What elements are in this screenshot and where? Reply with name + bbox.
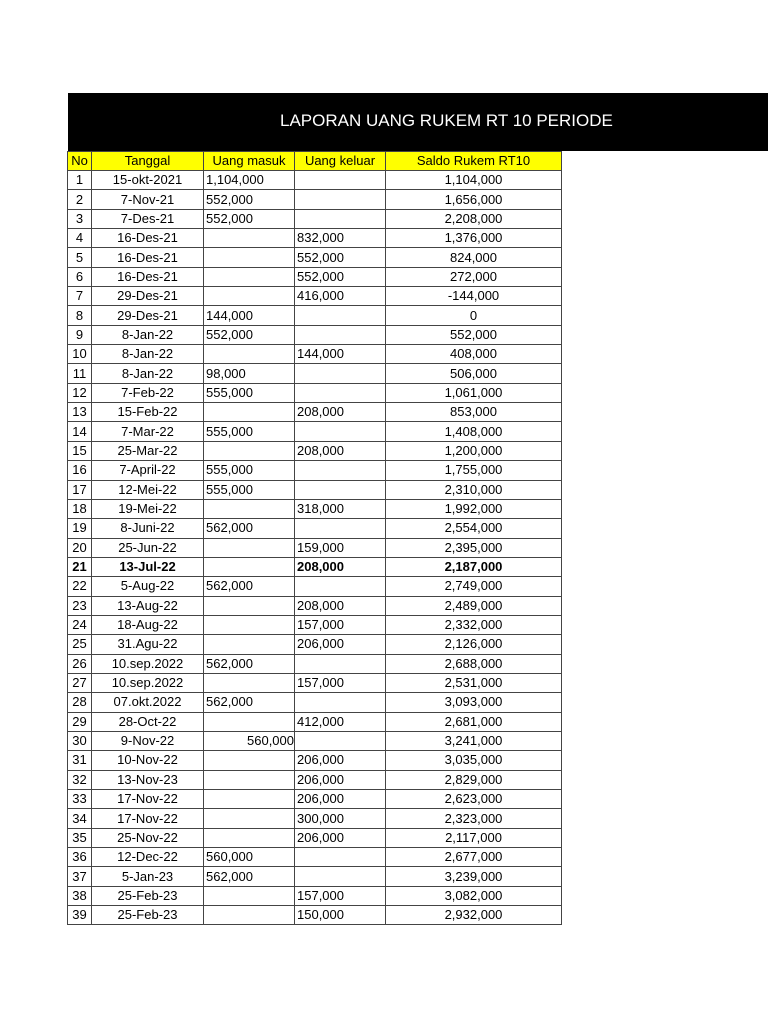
table-row: [68, 441, 562, 460]
cell-balance[interactable]: 0: [386, 306, 562, 325]
table-row: [68, 325, 562, 344]
cell-date[interactable]: 25-Feb-23: [92, 906, 204, 925]
table-row: [68, 306, 562, 325]
cell-date[interactable]: 5-Jan-23: [92, 867, 204, 886]
cell-no[interactable]: 32: [68, 770, 92, 789]
cell-money-out[interactable]: [295, 731, 386, 750]
cell-money-out[interactable]: 206,000: [295, 790, 386, 809]
cell-money-out[interactable]: 208,000: [295, 441, 386, 460]
cell-no[interactable]: 21: [68, 557, 92, 576]
cell-money-out[interactable]: [295, 306, 386, 325]
cell-date[interactable]: 7-Feb-22: [92, 383, 204, 402]
cell-balance[interactable]: 2,323,000: [386, 809, 562, 828]
cell-balance[interactable]: 1,992,000: [386, 499, 562, 518]
cell-date[interactable]: 8-Jan-22: [92, 345, 204, 364]
cell-no[interactable]: 24: [68, 615, 92, 634]
cell-balance[interactable]: 1,376,000: [386, 229, 562, 248]
cell-money-in[interactable]: 1,104,000: [204, 171, 295, 190]
cell-date[interactable]: 16-Des-21: [92, 267, 204, 286]
cell-money-out[interactable]: 157,000: [295, 673, 386, 692]
table-row: [68, 635, 562, 654]
cell-no[interactable]: 1: [68, 171, 92, 190]
table-row: [68, 712, 562, 731]
cell-no[interactable]: 34: [68, 809, 92, 828]
cell-money-out[interactable]: [295, 654, 386, 673]
header-no: No: [68, 152, 92, 171]
cell-money-in[interactable]: [204, 596, 295, 615]
cell-balance[interactable]: 2,829,000: [386, 770, 562, 789]
header-date: Tanggal: [92, 152, 204, 171]
header-money-in: Uang masuk: [204, 152, 295, 171]
cell-balance[interactable]: 3,241,000: [386, 731, 562, 750]
cell-date[interactable]: 15-Feb-22: [92, 403, 204, 422]
cell-balance[interactable]: 2,187,000: [386, 557, 562, 576]
cell-money-in[interactable]: 560,000: [204, 731, 295, 750]
cell-balance[interactable]: 2,395,000: [386, 538, 562, 557]
cell-money-in[interactable]: [204, 712, 295, 731]
cell-balance[interactable]: 408,000: [386, 345, 562, 364]
cell-no[interactable]: 30: [68, 731, 92, 750]
cell-no[interactable]: 11: [68, 364, 92, 383]
cell-date[interactable]: 17-Nov-22: [92, 790, 204, 809]
cell-balance[interactable]: 2,677,000: [386, 848, 562, 867]
cell-money-out[interactable]: 159,000: [295, 538, 386, 557]
cell-money-in[interactable]: 555,000: [204, 383, 295, 402]
cell-money-out[interactable]: [295, 577, 386, 596]
table-row: [68, 770, 562, 789]
cell-money-out[interactable]: 412,000: [295, 712, 386, 731]
table-row: [68, 364, 562, 383]
cell-balance[interactable]: 1,200,000: [386, 441, 562, 460]
table-row: [68, 287, 562, 306]
cell-no[interactable]: 4: [68, 229, 92, 248]
cell-no[interactable]: 2: [68, 190, 92, 209]
cell-no[interactable]: 31: [68, 751, 92, 770]
cell-money-out[interactable]: [295, 519, 386, 538]
cell-no[interactable]: 25: [68, 635, 92, 654]
table-row: [68, 403, 562, 422]
cell-date[interactable]: 18-Aug-22: [92, 615, 204, 634]
cell-money-in[interactable]: 555,000: [204, 461, 295, 480]
cell-balance[interactable]: 2,688,000: [386, 654, 562, 673]
cell-no[interactable]: 29: [68, 712, 92, 731]
cell-money-in[interactable]: [204, 770, 295, 789]
cell-no[interactable]: 17: [68, 480, 92, 499]
cell-money-in[interactable]: [204, 886, 295, 905]
cell-money-out[interactable]: 552,000: [295, 267, 386, 286]
cell-date[interactable]: 12-Dec-22: [92, 848, 204, 867]
cell-balance[interactable]: 2,531,000: [386, 673, 562, 692]
table-row: [68, 654, 562, 673]
table-row: [68, 809, 562, 828]
cell-money-out[interactable]: [295, 171, 386, 190]
cell-money-out[interactable]: 157,000: [295, 886, 386, 905]
cell-no[interactable]: 23: [68, 596, 92, 615]
cell-no[interactable]: 12: [68, 383, 92, 402]
cell-balance[interactable]: 3,093,000: [386, 693, 562, 712]
cell-balance[interactable]: 1,104,000: [386, 171, 562, 190]
table-row: [68, 615, 562, 634]
cell-money-out[interactable]: [295, 209, 386, 228]
cell-balance[interactable]: 853,000: [386, 403, 562, 422]
cell-date[interactable]: 8-Juni-22: [92, 519, 204, 538]
cell-date[interactable]: 28-Oct-22: [92, 712, 204, 731]
cell-money-in[interactable]: 562,000: [204, 654, 295, 673]
cell-money-in[interactable]: [204, 673, 295, 692]
cell-balance[interactable]: 3,239,000: [386, 867, 562, 886]
cell-date[interactable]: 13-Nov-23: [92, 770, 204, 789]
cell-date[interactable]: 10.sep.2022: [92, 654, 204, 673]
cell-date[interactable]: 25-Feb-23: [92, 886, 204, 905]
table-row: [68, 461, 562, 480]
cell-money-out[interactable]: 144,000: [295, 345, 386, 364]
cell-no[interactable]: 26: [68, 654, 92, 673]
header-money-out: Uang keluar: [295, 152, 386, 171]
table-row: [68, 190, 562, 209]
title-bar: [68, 93, 768, 151]
cell-money-in[interactable]: [204, 499, 295, 518]
table-row: [68, 499, 562, 518]
cell-balance[interactable]: 2,681,000: [386, 712, 562, 731]
table-row: [68, 693, 562, 712]
cell-money-out[interactable]: [295, 364, 386, 383]
cell-no[interactable]: 27: [68, 673, 92, 692]
cell-no[interactable]: 14: [68, 422, 92, 441]
cell-money-in[interactable]: [204, 809, 295, 828]
table-row: [68, 345, 562, 364]
cell-date[interactable]: 5-Aug-22: [92, 577, 204, 596]
cell-date[interactable]: 8-Jan-22: [92, 364, 204, 383]
header-row: [68, 152, 562, 171]
cell-money-in[interactable]: 555,000: [204, 422, 295, 441]
table-row: [68, 248, 562, 267]
cell-money-in[interactable]: 555,000: [204, 480, 295, 499]
cell-no[interactable]: 37: [68, 867, 92, 886]
cell-money-in[interactable]: 562,000: [204, 693, 295, 712]
report-title: LAPORAN UANG RUKEM RT 10 PERIODE: [280, 111, 613, 130]
cell-money-in[interactable]: [204, 906, 295, 925]
table-row: [68, 209, 562, 228]
cell-money-out[interactable]: 208,000: [295, 403, 386, 422]
cell-date[interactable]: 7-Des-21: [92, 209, 204, 228]
cell-balance[interactable]: 3,082,000: [386, 886, 562, 905]
cell-date[interactable]: 17-Nov-22: [92, 809, 204, 828]
cell-money-out[interactable]: [295, 867, 386, 886]
cell-money-out[interactable]: 206,000: [295, 828, 386, 847]
cell-money-out[interactable]: 416,000: [295, 287, 386, 306]
table-row: [68, 267, 562, 286]
cell-no[interactable]: 19: [68, 519, 92, 538]
cell-money-in[interactable]: [204, 248, 295, 267]
header-balance: Saldo Rukem RT10: [386, 152, 562, 171]
cell-money-out[interactable]: [295, 190, 386, 209]
cell-money-out[interactable]: [295, 325, 386, 344]
cell-no[interactable]: 18: [68, 499, 92, 518]
cell-date[interactable]: 25-Nov-22: [92, 828, 204, 847]
cell-money-out[interactable]: [295, 480, 386, 499]
table-row: [68, 731, 562, 750]
cell-balance[interactable]: 3,035,000: [386, 751, 562, 770]
cell-date[interactable]: 9-Nov-22: [92, 731, 204, 750]
cell-no[interactable]: 36: [68, 848, 92, 867]
cell-balance[interactable]: 2,489,000: [386, 596, 562, 615]
cell-balance[interactable]: 2,332,000: [386, 615, 562, 634]
cell-balance[interactable]: 1,061,000: [386, 383, 562, 402]
cell-date[interactable]: 16-Des-21: [92, 248, 204, 267]
cell-date[interactable]: 13-Jul-22: [92, 557, 204, 576]
cell-balance[interactable]: -144,000: [386, 287, 562, 306]
cell-money-in[interactable]: [204, 538, 295, 557]
cell-money-in[interactable]: [204, 287, 295, 306]
cell-no[interactable]: 8: [68, 306, 92, 325]
cell-date[interactable]: 16-Des-21: [92, 229, 204, 248]
cell-money-in[interactable]: [204, 790, 295, 809]
table-row: [68, 828, 562, 847]
cell-date[interactable]: 25-Jun-22: [92, 538, 204, 557]
cell-date[interactable]: 8-Jan-22: [92, 325, 204, 344]
cell-date[interactable]: 7-Nov-21: [92, 190, 204, 209]
cell-date[interactable]: 7-April-22: [92, 461, 204, 480]
cell-balance[interactable]: 1,755,000: [386, 461, 562, 480]
cell-no[interactable]: 20: [68, 538, 92, 557]
table-row: [68, 519, 562, 538]
cell-money-in[interactable]: [204, 441, 295, 460]
cell-date[interactable]: 7-Mar-22: [92, 422, 204, 441]
table-row: [68, 673, 562, 692]
cell-balance[interactable]: 552,000: [386, 325, 562, 344]
cell-no[interactable]: 38: [68, 886, 92, 905]
cell-balance[interactable]: 2,749,000: [386, 577, 562, 596]
table-row: [68, 867, 562, 886]
cell-money-out[interactable]: 150,000: [295, 906, 386, 925]
cell-money-in[interactable]: 144,000: [204, 306, 295, 325]
ledger-body: [68, 171, 562, 925]
cell-no[interactable]: 7: [68, 287, 92, 306]
cell-no[interactable]: 15: [68, 441, 92, 460]
table-row: [68, 229, 562, 248]
cell-money-out[interactable]: 157,000: [295, 615, 386, 634]
table-row: [68, 848, 562, 867]
table-row: [68, 383, 562, 402]
cell-date[interactable]: 29-Des-21: [92, 306, 204, 325]
cell-money-out[interactable]: [295, 383, 386, 402]
cell-money-out[interactable]: 206,000: [295, 751, 386, 770]
cell-money-in[interactable]: 552,000: [204, 190, 295, 209]
cell-date[interactable]: 07.okt.2022: [92, 693, 204, 712]
table-row: [68, 480, 562, 499]
cell-balance[interactable]: 2,208,000: [386, 209, 562, 228]
cell-date[interactable]: 10.sep.2022: [92, 673, 204, 692]
cell-money-in[interactable]: [204, 751, 295, 770]
cell-no[interactable]: 10: [68, 345, 92, 364]
cell-money-in[interactable]: [204, 615, 295, 634]
cell-balance[interactable]: 2,932,000: [386, 906, 562, 925]
cell-money-in[interactable]: 562,000: [204, 867, 295, 886]
cell-no[interactable]: 22: [68, 577, 92, 596]
cell-money-out[interactable]: 206,000: [295, 635, 386, 654]
cell-balance[interactable]: 2,310,000: [386, 480, 562, 499]
cell-money-out[interactable]: 208,000: [295, 557, 386, 576]
cell-money-in[interactable]: [204, 557, 295, 576]
cell-balance[interactable]: 2,554,000: [386, 519, 562, 538]
cell-date[interactable]: 13-Aug-22: [92, 596, 204, 615]
cell-no[interactable]: 28: [68, 693, 92, 712]
cell-no[interactable]: 9: [68, 325, 92, 344]
cell-money-out[interactable]: [295, 461, 386, 480]
cell-date[interactable]: 12-Mei-22: [92, 480, 204, 499]
cell-money-in[interactable]: 560,000: [204, 848, 295, 867]
cell-no[interactable]: 39: [68, 906, 92, 925]
cell-money-out[interactable]: [295, 848, 386, 867]
cell-balance[interactable]: 506,000: [386, 364, 562, 383]
cell-date[interactable]: 10-Nov-22: [92, 751, 204, 770]
ledger-table: [67, 151, 562, 925]
cell-money-in[interactable]: [204, 267, 295, 286]
cell-date[interactable]: 25-Mar-22: [92, 441, 204, 460]
cell-money-out[interactable]: 318,000: [295, 499, 386, 518]
cell-money-out[interactable]: 206,000: [295, 770, 386, 789]
cell-money-in[interactable]: 552,000: [204, 325, 295, 344]
cell-balance[interactable]: 2,623,000: [386, 790, 562, 809]
cell-date[interactable]: 19-Mei-22: [92, 499, 204, 518]
table-row: [68, 906, 562, 925]
cell-no[interactable]: 6: [68, 267, 92, 286]
cell-money-out[interactable]: [295, 693, 386, 712]
cell-no[interactable]: 33: [68, 790, 92, 809]
table-row: [68, 557, 562, 576]
table-row: [68, 596, 562, 615]
cell-balance[interactable]: 824,000: [386, 248, 562, 267]
cell-money-in[interactable]: 552,000: [204, 209, 295, 228]
cell-no[interactable]: 16: [68, 461, 92, 480]
cell-no[interactable]: 3: [68, 209, 92, 228]
cell-date[interactable]: 29-Des-21: [92, 287, 204, 306]
cell-no[interactable]: 35: [68, 828, 92, 847]
cell-money-in[interactable]: 562,000: [204, 519, 295, 538]
cell-no[interactable]: 13: [68, 403, 92, 422]
cell-money-in[interactable]: [204, 345, 295, 364]
cell-balance[interactable]: 272,000: [386, 267, 562, 286]
cell-money-out[interactable]: [295, 422, 386, 441]
table-row: [68, 171, 562, 190]
cell-balance[interactable]: 1,656,000: [386, 190, 562, 209]
cell-money-out[interactable]: 208,000: [295, 596, 386, 615]
cell-money-in[interactable]: [204, 635, 295, 654]
cell-money-in[interactable]: [204, 828, 295, 847]
cell-balance[interactable]: 1,408,000: [386, 422, 562, 441]
table-row: [68, 751, 562, 770]
cell-money-in[interactable]: 98,000: [204, 364, 295, 383]
cell-date[interactable]: 15-okt-2021: [92, 171, 204, 190]
cell-balance[interactable]: 2,126,000: [386, 635, 562, 654]
cell-money-in[interactable]: [204, 229, 295, 248]
cell-balance[interactable]: 2,117,000: [386, 828, 562, 847]
table-row: [68, 422, 562, 441]
cell-money-in[interactable]: [204, 403, 295, 422]
cell-date[interactable]: 31.Agu-22: [92, 635, 204, 654]
cell-money-in[interactable]: 562,000: [204, 577, 295, 596]
cell-money-out[interactable]: 300,000: [295, 809, 386, 828]
cell-money-out[interactable]: 832,000: [295, 229, 386, 248]
table-row: [68, 538, 562, 557]
cell-money-out[interactable]: 552,000: [295, 248, 386, 267]
cell-no[interactable]: 5: [68, 248, 92, 267]
table-row: [68, 790, 562, 809]
table-row: [68, 886, 562, 905]
table-row: [68, 577, 562, 596]
